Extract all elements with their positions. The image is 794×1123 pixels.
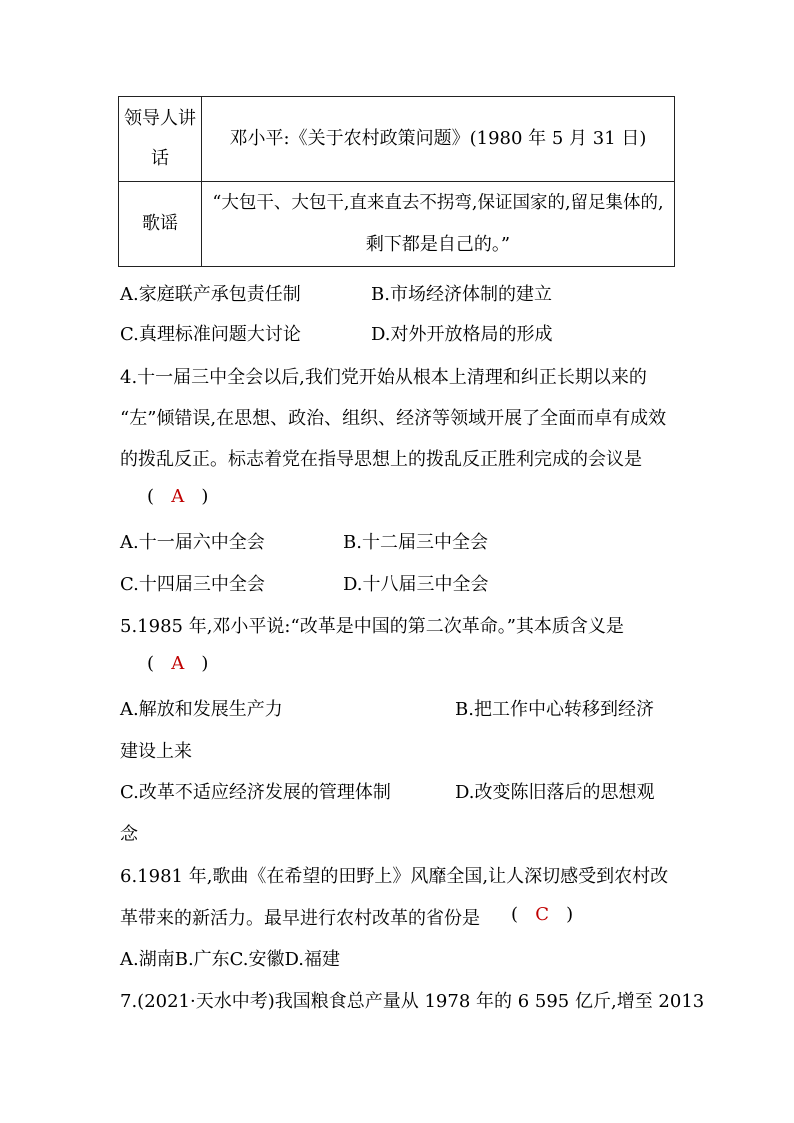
q6-answer-bracket bbox=[511, 904, 573, 925]
table-header-line: 话 bbox=[151, 148, 169, 169]
q4-option-d: D.十八届三中全会 bbox=[343, 574, 489, 595]
table-header-cell: 歌谣 bbox=[119, 182, 202, 267]
q5-answer-bracket bbox=[147, 653, 208, 674]
paren-close: ) bbox=[566, 904, 574, 925]
q4-text-line: 的拨乱反正。标志着党在指导思想上的拨乱反正胜利完成的会议是 bbox=[120, 449, 642, 470]
paren-close: ) bbox=[201, 486, 209, 507]
paren-close: ) bbox=[201, 653, 209, 674]
q6-answer: C bbox=[535, 904, 549, 925]
q4-option-b: B.十二届三中全会 bbox=[343, 532, 488, 553]
q7-text-line: 7.(2021·天水中考)我国粮食总产量从 1978 年的 6 595 亿斤,增至 2013 bbox=[120, 991, 705, 1012]
table-header-line: 领导人讲 bbox=[124, 108, 196, 129]
q6-text-line: 6.1981 年,歌曲《在希望的田野上》风靡全国,让人深切感受到农村改 bbox=[120, 866, 669, 887]
source-table bbox=[118, 96, 675, 267]
q4-option-a: A.十一届六中全会 bbox=[120, 532, 265, 553]
q3-option-b: B.市场经济体制的建立 bbox=[371, 284, 552, 305]
q5-option-b: B.把工作中心转移到经济 bbox=[455, 699, 654, 720]
table-row bbox=[119, 97, 675, 182]
q4-answer: A bbox=[171, 486, 185, 507]
table-content-line: 剩下都是自己的。” bbox=[365, 234, 511, 255]
q3-option-c: C.真理标准问题大讨论 bbox=[120, 324, 301, 345]
q5-option-d-cont: 念 bbox=[120, 824, 138, 845]
q5-option-a: A.解放和发展生产力 bbox=[120, 699, 283, 720]
q4-text-line: “左”倾错误,在思想、政治、组织、经济等领域开展了全面而卓有成效 bbox=[120, 408, 667, 429]
q3-option-a: A.家庭联产承包责任制 bbox=[120, 284, 301, 305]
table-header-cell bbox=[119, 97, 202, 182]
q5-answer: A bbox=[171, 653, 185, 674]
q4-option-c: C.十四届三中全会 bbox=[120, 574, 265, 595]
q5-option-c: C.改革不适应经济发展的管理体制 bbox=[120, 782, 391, 803]
table-content-line: “大包干、大包干,直来直去不拐弯,保证国家的,留足集体的, bbox=[212, 193, 664, 213]
q6-options: A.湖南B.广东C.安徽D.福建 bbox=[120, 949, 341, 970]
paren-open: ( bbox=[147, 486, 155, 507]
q5-text-line: 5.1985 年,邓小平说:“改革是中国的第二次革命。”其本质含义是 bbox=[120, 616, 624, 637]
q4-answer-bracket bbox=[147, 486, 208, 507]
q5-option-d: D.改变陈旧落后的思想观 bbox=[455, 782, 655, 803]
paren-open: ( bbox=[147, 653, 155, 674]
q5-option-b-cont: 建设上来 bbox=[120, 741, 192, 762]
q6-text-line: 革带来的新活力。最早进行农村改革的省份是 bbox=[120, 908, 480, 929]
paren-open: ( bbox=[511, 904, 519, 925]
q4-text-line: 4.十一届三中全会以后,我们党开始从根本上清理和纠正长期以来的 bbox=[120, 367, 647, 388]
q3-option-d: D.对外开放格局的形成 bbox=[371, 324, 553, 345]
table-content-cell: 邓小平:《关于农村政策问题》(1980 年 5 月 31 日) bbox=[202, 97, 675, 182]
table-content-cell bbox=[202, 182, 675, 267]
table-row bbox=[119, 182, 675, 267]
